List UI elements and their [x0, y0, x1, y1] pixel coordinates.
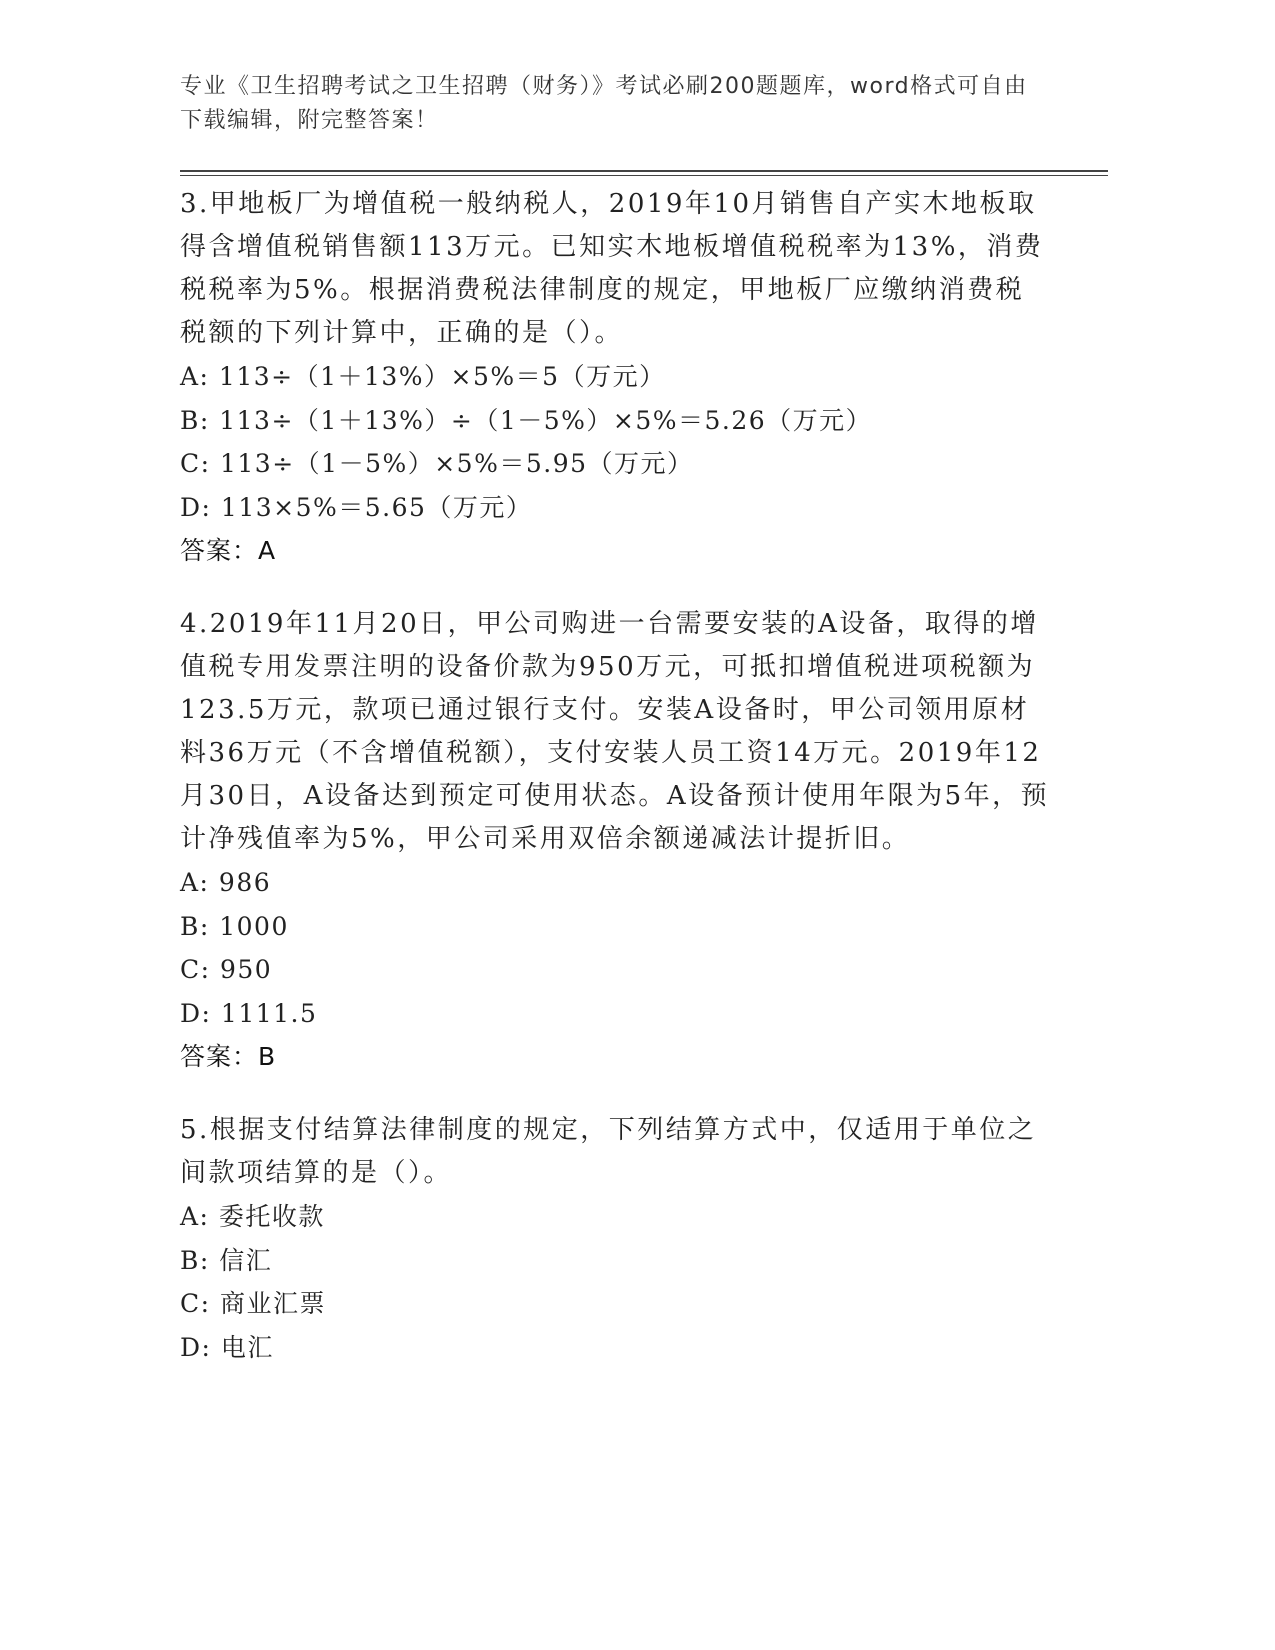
- option-list: [180, 355, 1050, 529]
- question-stem: 5.根据支付结算法律制度的规定，下列结算方式中，仅适用于单位之间款项结算的是（）。: [180, 1115, 1037, 1188]
- header-divider-thin: [180, 175, 1108, 176]
- option-d: D: 1111.5: [180, 998, 318, 1028]
- answer-line: 答案：B: [180, 1042, 277, 1071]
- option-d: D: 113×5%＝5.65（万元）: [180, 492, 533, 522]
- question-3: [180, 183, 1050, 573]
- option-b: B: 信汇: [180, 1245, 273, 1275]
- option-list: [180, 861, 1050, 1035]
- option-c: C: 950: [180, 955, 273, 984]
- option-d: D: 电汇: [180, 1332, 274, 1362]
- header-title: 专业《卫生招聘考试之卫生招聘（财务）》考试必刷200题题库，word格式可自由下载编辑，附完整答案！: [180, 74, 1028, 133]
- option-c: C: 商业汇票: [180, 1289, 326, 1318]
- option-b: B: 113÷（1＋13%）÷（1－5%）×5%＝5.26（万元）: [180, 405, 873, 435]
- question-4: [180, 603, 1050, 1079]
- question-stem: 3.甲地板厂为增值税一般纳税人，2019年10月销售自产实木地板取得含增值税销售额113万元。已知实木地板增值税税率为13%，消费税税率为5%。根据消费税法律制度的规定，甲地板厂应缴纳消费税税额的下列计算中，正确的是（）。: [180, 189, 1044, 348]
- document-header: [180, 70, 1040, 138]
- option-b: B: 1000: [180, 911, 289, 941]
- option-list: [180, 1195, 1050, 1369]
- answer-line: 答案：A: [180, 536, 277, 565]
- question-5: [180, 1109, 1050, 1369]
- option-a: A: 委托收款: [180, 1202, 325, 1231]
- option-a: A: 113÷（1＋13%）×5%＝5（万元）: [180, 362, 666, 391]
- question-stem: 4.2019年11月20日，甲公司购进一台需要安装的A设备，取得的增值税专用发票注明的设备价款为950万元，可抵扣增值税进项税额为123.5万元，款项已通过银行支付。安装A设备时，甲公司领用原材料36万元（不含增值税额），支付安装人员工资14万元。2019年12月30日，A设备达到预定可使用状态。A设备预计使用年限为5年，预计净残值率为5%，甲公司采用双倍余额递减法计提折旧。: [180, 609, 1050, 854]
- option-c: C: 113÷（1－5%）×5%＝5.95（万元）: [180, 449, 694, 478]
- header-divider: [180, 170, 1108, 172]
- question-list: [180, 183, 1050, 1399]
- option-a: A: 986: [180, 868, 272, 897]
